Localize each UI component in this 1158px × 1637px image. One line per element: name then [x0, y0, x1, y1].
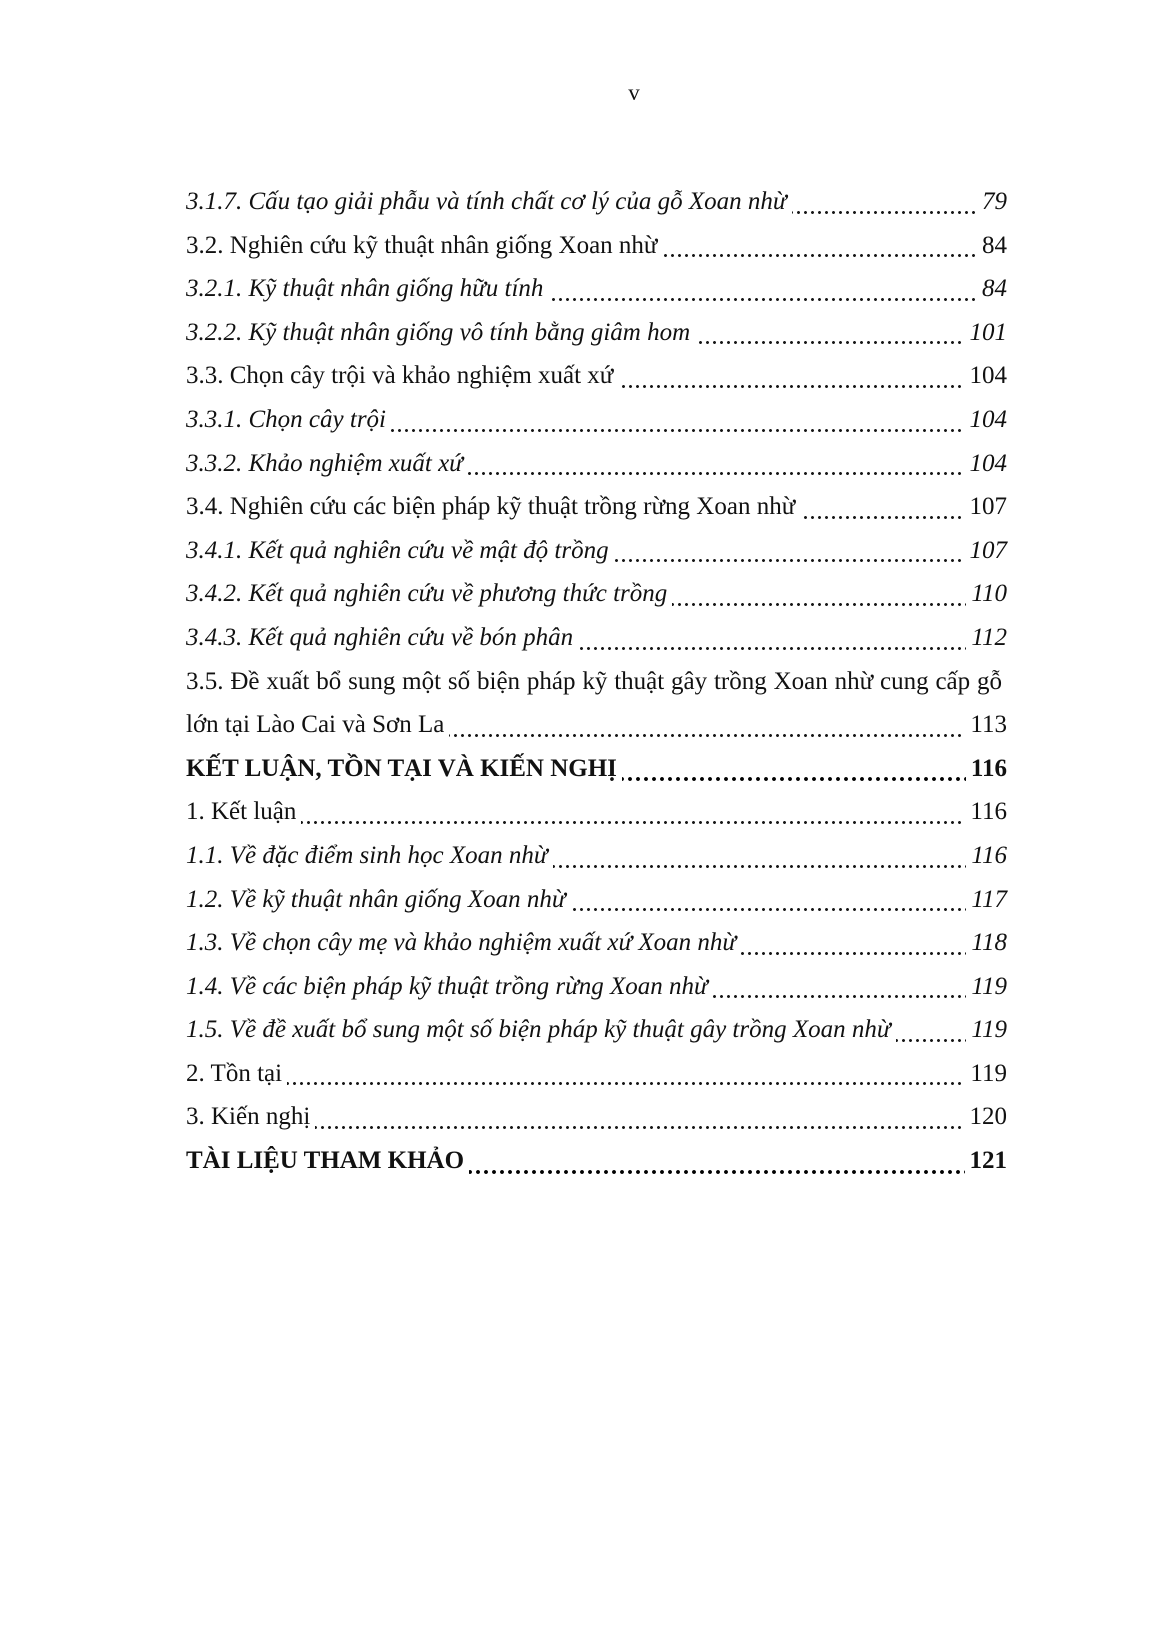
- toc-entry: [186, 747, 1007, 791]
- toc-entry: [186, 1008, 1007, 1052]
- toc-entry: [186, 616, 1007, 660]
- toc-entry: [186, 572, 1007, 616]
- toc-entry-title: 1.5. Về đề xuất bổ sung một số biện pháp kỹ thuật gây trồng Xoan nhừ: [186, 1016, 896, 1043]
- toc-entry: [186, 1052, 1007, 1096]
- toc-entry-title: 1.3. Về chọn cây mẹ và khảo nghiệm xuất xứ Xoan nhừ: [186, 929, 741, 956]
- toc-entry-page-number: 104: [965, 442, 1008, 486]
- toc-entry-page-number: 79: [977, 180, 1007, 224]
- toc-entry-page-number: 116: [966, 747, 1007, 791]
- toc-entry: [186, 834, 1007, 878]
- toc-entry-page-number: 119: [966, 965, 1007, 1009]
- toc-entry: [186, 529, 1007, 573]
- toc-entry-title: 3.4.2. Kết quả nghiên cứu về phương thức trồng: [186, 580, 672, 607]
- toc-entry-page-number: 113: [965, 703, 1007, 747]
- toc-entry-title: 3.5. Đề xuất bổ sung một số biện pháp kỹ thuật gây trồng Xoan nhừ cung cấp gỗ lớn tại Lào Cai và Sơn La: [186, 668, 1007, 739]
- toc-entry-page-number: 107: [965, 485, 1008, 529]
- toc-entry-page-number: 117: [966, 878, 1007, 922]
- toc-entry: [186, 1095, 1007, 1139]
- toc-entry-title: 3.4.3. Kết quả nghiên cứu về bón phân: [186, 624, 578, 651]
- toc-entry-title: 2. Tồn tại: [186, 1060, 287, 1087]
- toc-entry-page-number: 104: [965, 354, 1008, 398]
- toc-entry-title: 3.1.7. Cấu tạo giải phẫu và tính chất cơ lý của gỗ Xoan nhừ: [186, 188, 792, 215]
- toc-entry: [186, 660, 1007, 747]
- toc-entry-title: 3.3. Chọn cây trội và khảo nghiệm xuất xứ: [186, 362, 618, 389]
- toc-entry-title: 3.3.2. Khảo nghiệm xuất xứ: [186, 450, 468, 477]
- toc-entry-page-number: 116: [965, 790, 1007, 834]
- toc-entry: [186, 1139, 1007, 1183]
- toc-entry-page-number: 84: [977, 224, 1007, 268]
- toc-entry-title: 1.2. Về kỹ thuật nhân giống Xoan nhừ: [186, 886, 571, 913]
- toc-entry-title: 3.4.1. Kết quả nghiên cứu về mật độ trồng: [186, 537, 614, 564]
- toc-entry-title: 3.2.2. Kỹ thuật nhân giống vô tính bằng giâm hom: [186, 319, 695, 346]
- toc-entry: [186, 180, 1007, 224]
- toc-entry-title: 3.3.1. Chọn cây trội: [186, 406, 391, 433]
- toc-entry: [186, 224, 1007, 268]
- toc-entry-title: 1.4. Về các biện pháp kỹ thuật trồng rừng Xoan nhừ: [186, 973, 713, 1000]
- toc-entry-page-number: 101: [965, 311, 1008, 355]
- toc-entry-page-number: 116: [966, 834, 1007, 878]
- toc-entry-title: TÀI LIỆU THAM KHẢO: [186, 1147, 469, 1174]
- toc-entry: [186, 485, 1007, 529]
- toc-entry-page-number: 120: [965, 1095, 1008, 1139]
- toc-entry: [186, 354, 1007, 398]
- toc-entry: [186, 965, 1007, 1009]
- toc-entry-title: 3.2.1. Kỹ thuật nhân giống hữu tính: [186, 275, 548, 302]
- table-of-contents: [186, 180, 1007, 1183]
- toc-entry-page-number: 119: [966, 1008, 1007, 1052]
- toc-entry-page-number: 121: [965, 1139, 1008, 1183]
- toc-entry: [186, 311, 1007, 355]
- toc-entry: [186, 790, 1007, 834]
- toc-entry-page-number: 119: [965, 1052, 1007, 1096]
- page-number: v: [628, 80, 640, 105]
- toc-entry-title: 3.4. Nghiên cứu các biện pháp kỹ thuật trồng rừng Xoan nhừ: [186, 493, 800, 520]
- toc-entry-page-number: 84: [977, 267, 1007, 311]
- toc-entry-title: KẾT LUẬN, TỒN TẠI VÀ KIẾN NGHỊ: [186, 755, 622, 782]
- toc-entry-page-number: 104: [965, 398, 1008, 442]
- toc-entry-title: 1. Kết luận: [186, 798, 301, 825]
- toc-entry-title: 3. Kiến nghị: [186, 1103, 315, 1130]
- toc-entry-title: 1.1. Về đặc điểm sinh học Xoan nhừ: [186, 842, 553, 869]
- toc-entry-title: 3.2. Nghiên cứu kỹ thuật nhân giống Xoan nhừ: [186, 232, 662, 259]
- toc-entry: [186, 921, 1007, 965]
- toc-entry: [186, 878, 1007, 922]
- toc-entry-page-number: 112: [966, 616, 1007, 660]
- toc-entry: [186, 267, 1007, 311]
- toc-entry: [186, 398, 1007, 442]
- toc-entry-page-number: 110: [966, 572, 1007, 616]
- toc-entry-page-number: 107: [965, 529, 1008, 573]
- toc-entry: [186, 442, 1007, 486]
- toc-entry-page-number: 118: [966, 921, 1007, 965]
